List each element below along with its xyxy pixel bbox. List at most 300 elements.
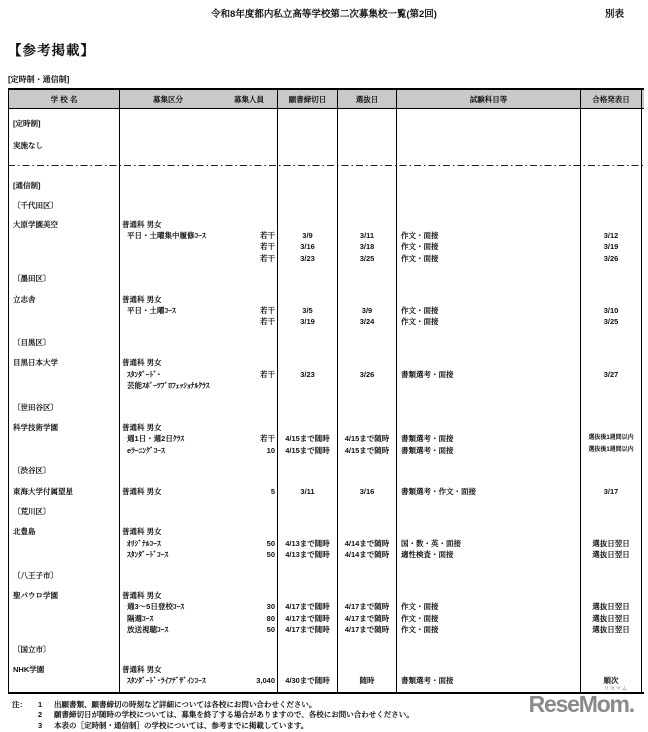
announcement-cell [581,517,642,526]
table-line-row [8,506,644,517]
footnote-text: 本表の［定時制・通信制］の学校については、参考までに掲載しています。 [54,720,309,730]
subjects-cell [397,294,581,305]
course-capacity-cell [120,380,278,391]
table-line-row [8,305,644,316]
announcement-cell [581,118,642,129]
announcement-cell: 選抜日翌日 [581,624,642,635]
selection-date-cell [338,402,397,413]
table-line-row [8,538,644,549]
deadline-cell [278,506,338,517]
table-line-row [8,369,644,380]
footnotes-label: 注： [12,699,27,709]
announcement-cell [581,456,642,465]
col-header-recruit [120,90,278,108]
course-capacity-cell [120,526,278,537]
deadline-cell [278,285,338,294]
school-name-cell [8,392,120,402]
subjects-cell: 国・数・英・面接 [397,538,581,549]
course-capacity-cell [120,590,278,601]
course-label: 平日・土曜集中履修ｺｰｽ [127,231,206,241]
school-name-cell [8,445,120,456]
deadline-cell [278,212,338,219]
deadline-cell [278,140,338,151]
school-name-cell [8,369,120,380]
course-capacity-cell [120,477,278,486]
capacity-value: 若干 [260,317,275,327]
school-name-cell [8,456,120,465]
selection-date-cell [338,506,397,517]
deadline-cell: 3/16 [278,241,338,252]
capacity-value: 若干 [260,306,275,316]
announcement-cell: 選抜後1週間以内 [581,445,642,456]
table-line-row [8,465,644,476]
selection-date-cell: 4/17まで随時 [338,601,397,612]
announcement-cell [581,264,642,273]
school-name-cell: 〔渋谷区〕 [8,465,120,476]
selection-date-cell [338,170,397,180]
school-name-cell: 東海大学付属望星 [8,486,120,497]
announcement-cell [581,526,642,537]
document-header [0,0,648,30]
selection-date-cell [338,109,397,118]
course-capacity-cell [120,369,278,380]
course-label: 放送視聴ｺｰｽ [127,625,169,635]
table-line-row [8,624,644,635]
school-name-cell [8,152,120,160]
school-name-cell [8,636,120,644]
school-name-cell [8,253,120,264]
capacity-value: 50 [266,625,275,635]
deadline-cell [278,357,338,368]
school-name-cell [8,413,120,422]
announcement-cell [581,636,642,644]
course-capacity-cell [120,180,278,191]
subjects-cell: 書類選考・面接 [397,433,581,444]
selection-date-cell [338,191,397,200]
capacity-value: 3,040 [256,676,275,686]
selection-date-cell [338,152,397,160]
table-spacer-row [8,129,644,140]
table-line-row [8,200,644,211]
subjects-cell [397,129,581,140]
course-capacity-cell [120,230,278,241]
school-name-cell: 〔八王子市〕 [8,570,120,581]
section-heading: 【参考掲載】 [8,43,95,58]
announcement-cell: 3/17 [581,486,642,497]
announcement-cell [581,413,642,422]
deadline-cell: 4/30まで随時 [278,675,338,686]
subjects-cell: 作文・面接 [397,624,581,635]
school-name-cell [8,538,120,549]
announcement-cell [581,357,642,368]
selection-date-cell [338,570,397,581]
table-spacer-row [8,561,644,570]
deadline-cell [278,328,338,337]
school-name-cell [8,380,120,391]
announcement-cell [581,200,642,211]
course-capacity-cell [120,581,278,590]
table-line-row [8,118,644,129]
course-capacity-cell [120,644,278,655]
course-capacity-cell [120,549,278,560]
school-name-cell [8,348,120,357]
selection-date-cell [338,413,397,422]
selection-date-cell: 3/25 [338,253,397,264]
subjects-cell [397,219,581,230]
course-label: ｵﾘｼﾞﾅﾙｺｰｽ [127,538,161,548]
selection-date-cell: 3/11 [338,230,397,241]
deadline-cell: 4/15まで随時 [278,433,338,444]
table-line-row [8,422,644,433]
announcement-cell [581,152,642,160]
table-line-row [8,357,644,368]
deadline-cell [278,200,338,211]
deadline-cell [278,273,338,284]
deadline-cell [278,337,338,348]
subjects-cell [397,264,581,273]
school-name-cell [8,264,120,273]
table-spacer-row [8,264,644,273]
deadline-cell: 4/17まで随時 [278,613,338,624]
resemom-logo-ruby: リセマム [604,686,628,692]
col-header-selection-date: 選抜日 [338,90,397,108]
capacity-value: 80 [266,613,275,623]
selection-date-cell [338,456,397,465]
course-capacity-cell [120,200,278,211]
table-line-row [8,664,644,675]
course-label: eﾗｰﾆﾝｸﾞｺｰｽ [127,445,165,455]
school-name-cell [8,316,120,327]
selection-date-cell [338,140,397,151]
selection-date-cell: 4/14まで随時 [338,549,397,560]
subjects-cell [397,285,581,294]
school-name-cell [8,433,120,444]
course-capacity-cell [120,264,278,273]
table-header-row [8,88,644,109]
course-capacity-cell [120,273,278,284]
course-capacity-cell [120,601,278,612]
deadline-cell [278,219,338,230]
selection-date-cell: 4/15まで随時 [338,433,397,444]
course-label: 平日・土曜ｺｰｽ [127,306,176,316]
deadline-cell [278,655,338,664]
course-capacity-cell [120,445,278,456]
capacity-value: 若干 [260,242,275,252]
deadline-cell [278,152,338,160]
course-capacity-cell [120,413,278,422]
subjects-cell [397,380,581,391]
announcement-cell [581,294,642,305]
course-capacity-cell [120,456,278,465]
table-spacer-row [8,413,644,422]
announcement-cell [581,337,642,348]
deadline-cell [278,170,338,180]
school-name-cell [8,675,120,686]
subjects-cell [397,170,581,180]
course-capacity-cell [120,337,278,348]
table-spacer-row [8,517,644,526]
course-capacity-cell [120,465,278,476]
school-name-cell [8,129,120,140]
subjects-cell [397,180,581,191]
school-name-cell: 立志舎 [8,294,120,305]
subjects-cell: 作文・面接 [397,316,581,327]
course-capacity-cell [120,348,278,357]
course-capacity-cell [120,433,278,444]
capacity-value: 50 [266,550,275,560]
subjects-cell: 書類選考・作文・面接 [397,486,581,497]
capacity-value: 10 [266,445,275,455]
selection-date-cell: 随時 [338,675,397,686]
deadline-cell [278,422,338,433]
course-capacity-cell [120,422,278,433]
table-line-row [8,590,644,601]
table-line-row [8,613,644,624]
subjects-cell [397,561,581,570]
subjects-cell [397,581,581,590]
course-capacity-cell [120,316,278,327]
table-separator-row [8,160,644,170]
selection-date-cell [338,328,397,337]
subjects-cell [397,191,581,200]
course-capacity-cell [120,357,278,368]
selection-date-cell [338,212,397,219]
announcement-cell: 3/19 [581,241,642,252]
selection-date-cell [338,655,397,664]
subjects-cell [397,664,581,675]
selection-date-cell [338,526,397,537]
deadline-cell [278,497,338,506]
selection-date-cell [338,687,397,692]
table-line-row [8,380,644,391]
selection-date-cell [338,129,397,140]
course-capacity-cell [120,486,278,497]
announcement-cell: 選抜日翌日 [581,538,642,549]
table-spacer-row [8,109,644,118]
table-line-row [8,273,644,284]
subjects-cell: 作文・面接 [397,305,581,316]
subjects-cell [397,465,581,476]
capacity-value: 若干 [260,434,275,444]
school-name-cell [8,241,120,252]
selection-date-cell [338,273,397,284]
subjects-cell [397,655,581,664]
selection-date-cell [338,664,397,675]
announcement-cell [581,465,642,476]
school-name-cell: [定時制] [8,118,120,129]
announcement-cell [581,129,642,140]
table-line-row [8,180,644,191]
school-name-cell [8,497,120,506]
subjects-cell [397,517,581,526]
subjects-cell [397,526,581,537]
subjects-cell [397,422,581,433]
course-capacity-cell [120,687,278,692]
footnote-text: 出願書類、願書締切の時刻など詳細については各校にお問い合わせください。 [54,699,317,709]
deadline-cell [278,392,338,402]
announcement-cell [581,497,642,506]
selection-date-cell [338,644,397,655]
school-name-cell [8,191,120,200]
table-line-row [8,644,644,655]
school-name-cell: 〔千代田区〕 [8,200,120,211]
table-line-row [8,433,644,444]
table-line-row [8,601,644,612]
table-line-row [8,253,644,264]
course-capacity-cell [120,109,278,118]
announcement-cell: 順次 [581,675,642,686]
table-spacer-row [8,497,644,506]
course-label: ｽﾀﾝﾀﾞｰﾄﾞ･ﾗｲﾌﾃﾞｻﾞｲﾝｺｰｽ [127,676,206,686]
school-name-cell: 北豊島 [8,526,120,537]
course-capacity-cell [120,170,278,180]
deadline-cell: 4/13まで随時 [278,538,338,549]
deadline-cell: 3/5 [278,305,338,316]
selection-date-cell [338,465,397,476]
table-spacer-row [8,456,644,465]
course-capacity-cell [120,294,278,305]
announcement-cell: 選抜日翌日 [581,613,642,624]
announcement-cell: 選抜日翌日 [581,549,642,560]
selection-date-cell: 3/9 [338,305,397,316]
course-type-label: 普通科 男女 [122,486,162,496]
subjects-cell [397,456,581,465]
course-capacity-cell [120,191,278,200]
capacity-value: 30 [266,602,275,612]
capacity-value: 若干 [260,231,275,241]
col-header-category: 募集区分 [153,94,183,104]
deadline-cell: 3/9 [278,230,338,241]
deadline-cell [278,590,338,601]
subjects-cell [397,348,581,357]
course-capacity-cell [120,253,278,264]
deadline-cell [278,664,338,675]
selection-date-cell: 3/18 [338,241,397,252]
school-name-cell: 〔国立市〕 [8,644,120,655]
course-label: 芸能ｽﾎﾟｰﾂﾌﾟﾛﾌｪｯｼｮﾅﾙｸﾗｽ [127,381,210,391]
selection-date-cell: 3/16 [338,486,397,497]
subjects-cell [397,212,581,219]
table-spacer-row [8,348,644,357]
subjects-cell: 書類選考・面接 [397,369,581,380]
school-name-cell [8,687,120,692]
deadline-cell [278,129,338,140]
capacity-value: 若干 [260,253,275,263]
course-label: ｽﾀﾝﾀﾞｰﾄﾞｺｰｽ [127,550,169,560]
deadline-cell: 4/13まで随時 [278,549,338,560]
course-capacity-cell [120,219,278,230]
announcement-cell [581,422,642,433]
course-label: ｽﾀﾝﾀﾞｰﾄﾞ･ [127,369,161,379]
table-spacer-row [8,170,644,180]
deadline-cell: 3/23 [278,369,338,380]
subjects-cell [397,200,581,211]
announcement-cell [581,581,642,590]
selection-date-cell [338,581,397,590]
course-capacity-cell [120,328,278,337]
selection-date-cell: 3/26 [338,369,397,380]
subjects-cell: 書類選考・面接 [397,445,581,456]
school-name-cell [8,328,120,337]
course-capacity-cell [120,538,278,549]
selection-date-cell [338,219,397,230]
school-name-cell [8,601,120,612]
selection-date-cell: 4/15まで随時 [338,445,397,456]
deadline-cell [278,687,338,692]
school-name-cell: 科学技術学園 [8,422,120,433]
school-name-cell [8,561,120,570]
capacity-value: 若干 [260,369,275,379]
table-line-row [8,219,644,230]
school-name-cell [8,549,120,560]
announcement-cell: 選抜日翌日 [581,601,642,612]
course-capacity-cell [120,613,278,624]
selection-date-cell [338,180,397,191]
selection-date-cell [338,497,397,506]
announcement-cell: 3/26 [581,253,642,264]
subjects-cell [397,152,581,160]
selection-date-cell [338,590,397,601]
table-spacer-row [8,477,644,486]
course-capacity-cell [120,655,278,664]
course-label: 週1日・週2日ｸﾗｽ [127,434,185,444]
school-name-cell: 〔墨田区〕 [8,273,120,284]
course-type-label: 普通科 男女 [122,527,162,537]
subjects-cell [397,337,581,348]
subjects-cell: 書類選考・面接 [397,675,581,686]
col-header-subjects: 試験科目等 [397,90,581,108]
table-spacer-row [8,655,644,664]
course-capacity-cell [120,402,278,413]
subjects-cell [397,636,581,644]
subjects-cell [397,402,581,413]
announcement-cell [581,191,642,200]
announcement-cell [581,180,642,191]
table-spacer-row [8,285,644,294]
deadline-cell [278,581,338,590]
table-line-row [8,337,644,348]
school-name-cell: 〔目黒区〕 [8,337,120,348]
subjects-cell: 適性検査・面接 [397,549,581,560]
announcement-cell [581,477,642,486]
course-type-label: 普通科 男女 [122,665,162,674]
selection-date-cell [338,636,397,644]
deadline-cell [278,465,338,476]
announcement-cell: 3/10 [581,305,642,316]
deadline-cell: 3/23 [278,253,338,264]
table-spacer-row [8,581,644,590]
course-capacity-cell [120,285,278,294]
subjects-cell: 作文・面接 [397,241,581,252]
course-capacity-cell [120,305,278,316]
announcement-cell: 3/12 [581,230,642,241]
subjects-cell [397,590,581,601]
subjects-cell [397,109,581,118]
school-name-cell: 大原学園美空 [8,219,120,230]
course-capacity-cell [120,675,278,686]
school-name-cell [8,655,120,664]
footnote-text: 願書締切日が随時の学校については、募集を終了する場合がありますので、各校にお問い合わせください。 [54,710,414,720]
announcement-cell [581,506,642,517]
subjects-cell [397,413,581,422]
deadline-cell [278,561,338,570]
table-line-row [8,294,644,305]
school-name-cell [8,170,120,180]
announcement-cell [581,170,642,180]
subjects-cell [397,644,581,655]
deadline-cell [278,264,338,273]
course-type-label: 普通科 男女 [122,422,162,432]
